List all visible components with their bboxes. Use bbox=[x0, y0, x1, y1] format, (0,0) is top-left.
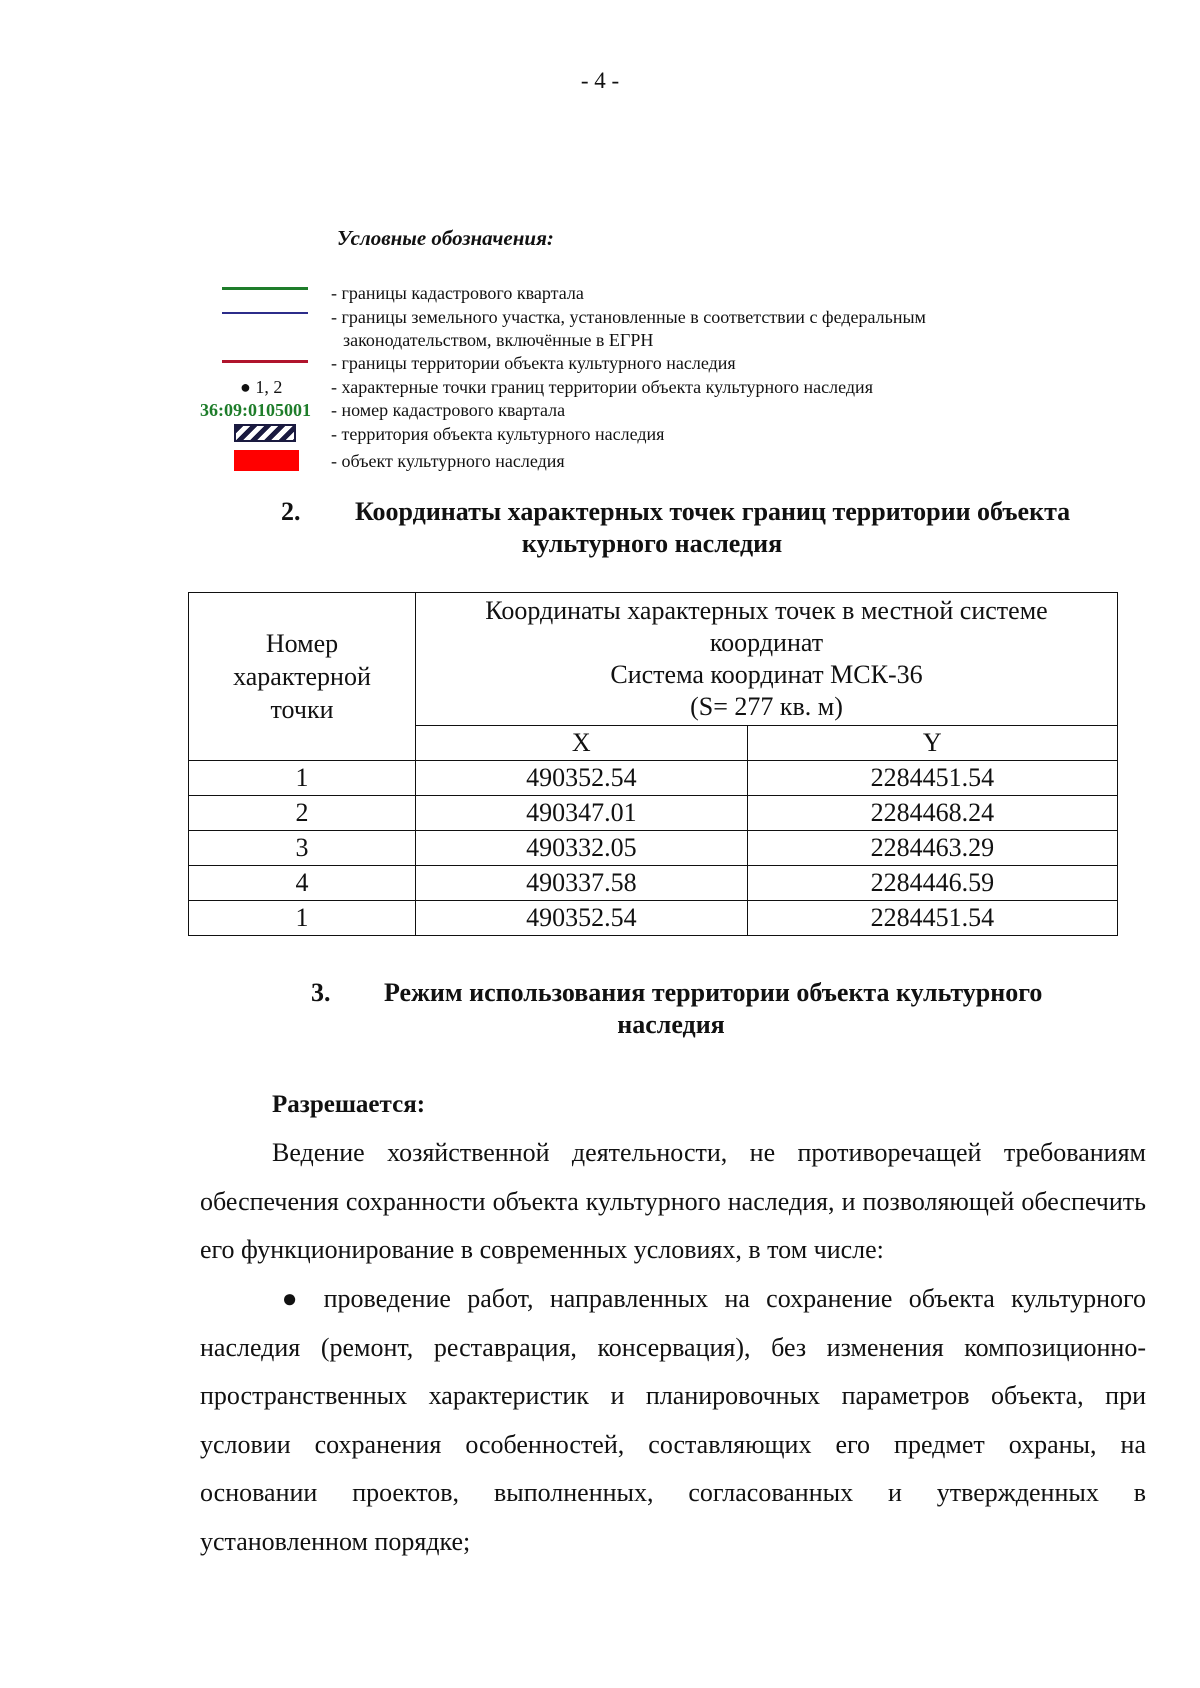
header-line: Система координат МСК-36 bbox=[610, 660, 923, 689]
table-row bbox=[189, 761, 1118, 796]
section-number: 3. bbox=[311, 978, 331, 1007]
cell-point: 1 bbox=[189, 901, 416, 936]
cell-point: 4 bbox=[189, 866, 416, 901]
hatch-pattern-symbol bbox=[234, 424, 296, 442]
header-line: (S= 277 кв. м) bbox=[690, 692, 843, 721]
cell-y: 2284451.54 bbox=[747, 761, 1117, 796]
header-line: точки bbox=[270, 695, 334, 724]
legend-text: - территория объекта культурного наследия bbox=[331, 424, 665, 444]
cell-y: 2284468.24 bbox=[747, 796, 1117, 831]
legend-text: - границы земельного участка, установленные в соответствии с федеральным bbox=[331, 307, 926, 327]
header-line: Номер bbox=[265, 629, 339, 658]
header-x: X bbox=[416, 726, 748, 761]
cell-y: 2284451.54 bbox=[747, 901, 1117, 936]
cell-x: 490332.05 bbox=[416, 831, 748, 866]
cell-x: 490337.58 bbox=[416, 866, 748, 901]
section-title-line: Режим использования территории объекта культурного bbox=[384, 978, 1043, 1007]
header-line: характерной bbox=[233, 662, 371, 691]
cell-x: 490352.54 bbox=[416, 901, 748, 936]
header-line: координат bbox=[709, 628, 824, 657]
paragraph-activity bbox=[200, 1129, 1146, 1275]
red-fill-symbol bbox=[234, 450, 299, 471]
green-line-symbol bbox=[222, 287, 308, 290]
section-title-line: наследия bbox=[617, 1010, 725, 1039]
header-coordinates bbox=[416, 593, 1118, 726]
section-title-line: культурного наследия bbox=[521, 529, 783, 558]
cadastral-number-symbol: 36:09:0105001 bbox=[200, 400, 311, 420]
section-number: 2. bbox=[281, 497, 301, 526]
paragraph-text: Ведение хозяйственной деятельности, не противоречащей требованиям обеспечения сохранности объекта культурного наследия, и позволяющей обеспечить его функционирование в современных условиях, в том числе: bbox=[200, 1138, 1146, 1264]
table-row bbox=[189, 831, 1118, 866]
allowed-label: Разрешается: bbox=[272, 1091, 426, 1118]
header-line: Координаты характерных точек в местной системе bbox=[485, 596, 1048, 625]
cell-y: 2284463.29 bbox=[747, 831, 1117, 866]
cell-y: 2284446.59 bbox=[747, 866, 1117, 901]
blue-line-symbol bbox=[222, 312, 308, 314]
coordinates-table bbox=[188, 592, 1118, 936]
cell-point: 1 bbox=[189, 761, 416, 796]
paragraph-works bbox=[200, 1275, 1146, 1566]
cell-x: 490347.01 bbox=[416, 796, 748, 831]
point-marker-symbol: ● 1, 2 bbox=[240, 377, 283, 397]
page-number: - 4 - bbox=[580, 68, 620, 93]
section-title-line: Координаты характерных точек границ территории объекта bbox=[355, 497, 1071, 526]
paragraph-text: ● проведение работ, направленных на сохранение объекта культурного наследия (ремонт, реставрация, консервация), без изменения композиционно-пространственных характеристик и планировочных параметров объекта, при условии сохранения особенностей, составляющих его предмет охраны, на основании проектов, выполненных, согласованных и утвержденных в установленном порядке; bbox=[200, 1284, 1146, 1556]
table-row bbox=[189, 866, 1118, 901]
header-point-number bbox=[189, 593, 416, 761]
legend-title: Условные обозначения: bbox=[337, 226, 554, 250]
header-y: Y bbox=[747, 726, 1117, 761]
cell-point: 3 bbox=[189, 831, 416, 866]
legend-text: - границы кадастрового квартала bbox=[331, 283, 584, 303]
legend-text: - объект культурного наследия bbox=[331, 451, 565, 471]
red-line-symbol bbox=[222, 360, 308, 363]
legend-text: - границы территории объекта культурного наследия bbox=[331, 353, 736, 373]
cell-point: 2 bbox=[189, 796, 416, 831]
legend-text: - характерные точки границ территории объекта культурного наследия bbox=[331, 377, 873, 397]
legend-text: - номер кадастрового квартала bbox=[331, 400, 566, 420]
table-header-row bbox=[189, 593, 1118, 726]
legend-text: законодательством, включённые в ЕГРН bbox=[343, 330, 654, 350]
cell-x: 490352.54 bbox=[416, 761, 748, 796]
table-row bbox=[189, 901, 1118, 936]
table-row bbox=[189, 796, 1118, 831]
